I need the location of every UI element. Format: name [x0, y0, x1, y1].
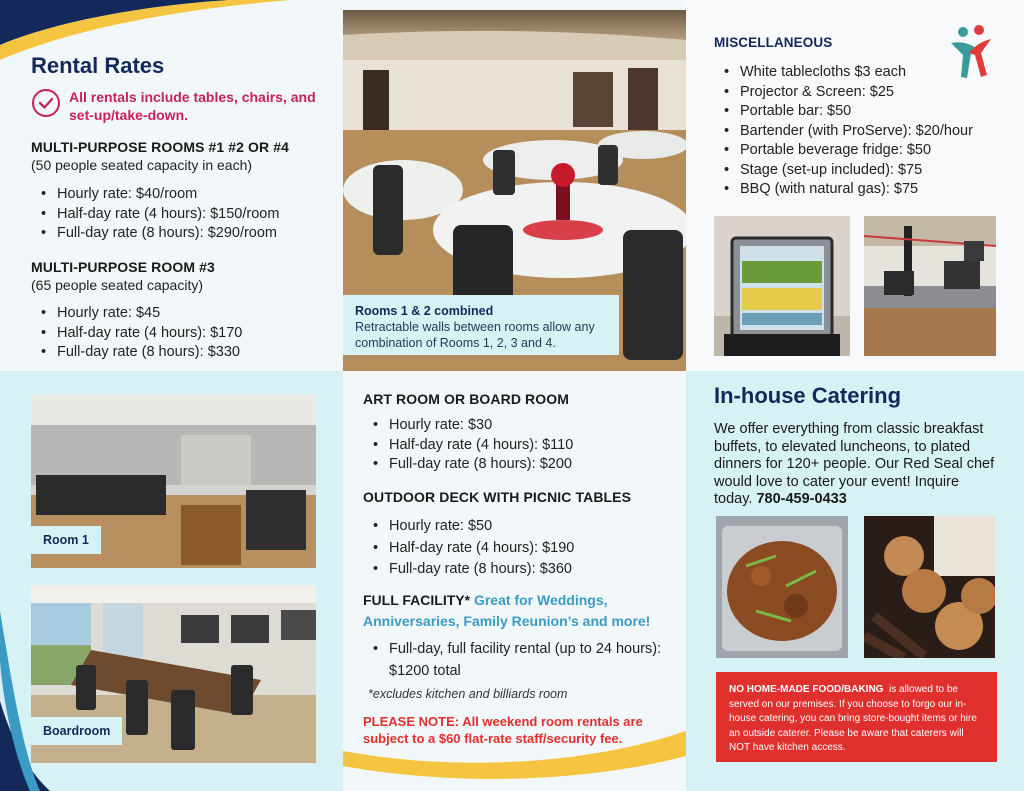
rate-item: • Half-day rate (4 hours): $190: [363, 538, 574, 560]
misc-item: • BBQ (with natural gas): $75: [714, 180, 973, 200]
caption-text: Retractable walls between rooms allow any combination of Rooms 1, 2, 3 and 4.: [355, 320, 595, 350]
desserts-photo: [864, 516, 995, 658]
catering-title: In-house Catering: [714, 383, 902, 408]
outdoor-deck-rates: [363, 516, 574, 581]
catering-body-text: We offer everything from classic breakfast buffets, to elevated luncheons, to plated dinners for 120+ people. Our Red Seal chef would love to cater your event! Inquire today.: [714, 421, 995, 507]
rate-item: • Hourly rate: $50: [363, 516, 574, 538]
full-facility-footnote: *excludes kitchen and billiards room: [368, 687, 568, 701]
stir-fry-photo: [716, 516, 848, 658]
stage-photo: [864, 216, 996, 356]
notice-text: is allowed to be served on our premises. If you choose to forgo our in-house catering, you can bring store-bought items or hire an outside caterer. Please be aware that caterers will NOT have kitchen access.: [729, 684, 977, 753]
boardroom-label: Boardroom: [31, 717, 122, 745]
miscellaneous-panel: [686, 0, 1024, 371]
rate-item: • Hourly rate: $40/room: [31, 185, 279, 205]
misc-item: • Portable bar: $50: [714, 102, 973, 122]
rental-rates-title: Rental Rates: [31, 53, 165, 78]
misc-item: • Projector & Screen: $25: [714, 83, 973, 103]
art-room-heading: ART ROOM OR BOARD ROOM: [363, 391, 569, 407]
rental-rates-panel: [0, 0, 343, 371]
multi-3-heading: MULTI-PURPOSE ROOM #3: [31, 259, 215, 275]
rate-item: • Full-day rate (8 hours): $360: [363, 559, 574, 581]
full-facility-block: [363, 590, 673, 632]
misc-list: [714, 63, 973, 200]
room1-label: Room 1: [31, 526, 101, 554]
rate-item: • Half-day rate (4 hours): $110: [363, 436, 573, 456]
misc-heading: MISCELLANEOUS: [714, 35, 833, 50]
rate-item: • Hourly rate: $30: [363, 416, 573, 436]
rate-item: • Half-day rate (4 hours): $170: [31, 324, 242, 344]
misc-item: • Bartender (with ProServe): $20/hour: [714, 122, 973, 142]
multi-3-capacity: (65 people seated capacity): [31, 277, 203, 293]
misc-item: • White tablecloths $3 each: [714, 63, 973, 83]
rate-item: [363, 638, 678, 682]
rate-item: • Full-day rate (8 hours): $290/room: [31, 224, 279, 244]
full-facility-heading: FULL FACILITY*: [363, 592, 471, 608]
misc-item: • Portable beverage fridge: $50: [714, 141, 973, 161]
multi-124-heading: MULTI-PURPOSE ROOMS #1 #2 OR #4: [31, 139, 290, 155]
outdoor-deck-heading: OUTDOOR DECK WITH PICNIC TABLES: [363, 489, 632, 505]
includes-note: All rentals include tables, chairs, and set-up/take-down.: [69, 89, 316, 123]
please-note: PLEASE NOTE: All weekend room rentals are subject to a $60 flat-rate staff/security fee.: [363, 714, 643, 746]
check-circle-icon: [31, 88, 61, 123]
caption-title: Rooms 1 & 2 combined: [355, 304, 494, 318]
multi-124-capacity: (50 people seated capacity in each): [31, 157, 253, 173]
notice-bold: NO HOME-MADE FOOD/BAKING: [729, 684, 884, 695]
rate-item: • Hourly rate: $45: [31, 304, 242, 324]
misc-item: • Stage (set-up included): $75: [714, 161, 973, 181]
full-facility-rate-line2: $1200 total: [389, 663, 461, 679]
full-facility-rate-line1: Full-day, full facility rental (up to 24 hours):: [389, 641, 662, 657]
combined-rooms-caption: [343, 295, 619, 355]
catering-body: [714, 421, 999, 509]
rate-item: • Full-day rate (8 hours): $330: [31, 343, 242, 363]
catering-phone: 780-459-0433: [756, 491, 847, 507]
multi-124-rates: [31, 185, 279, 244]
full-facility-tagline: Great for Weddings, Anniversaries, Family Reunion’s and more!: [363, 592, 651, 629]
full-facility-rates: [363, 638, 678, 682]
rate-item: • Half-day rate (4 hours): $150/room: [31, 205, 279, 225]
multi-3-rates: [31, 304, 242, 363]
more-rates-panel: [343, 371, 686, 791]
rate-item: • Full-day rate (8 hours): $200: [363, 455, 573, 475]
beverage-fridge-photo: [714, 216, 850, 356]
art-room-rates: [363, 416, 573, 475]
room-photos-panel: [0, 371, 343, 791]
no-homemade-food-notice: [716, 672, 997, 762]
